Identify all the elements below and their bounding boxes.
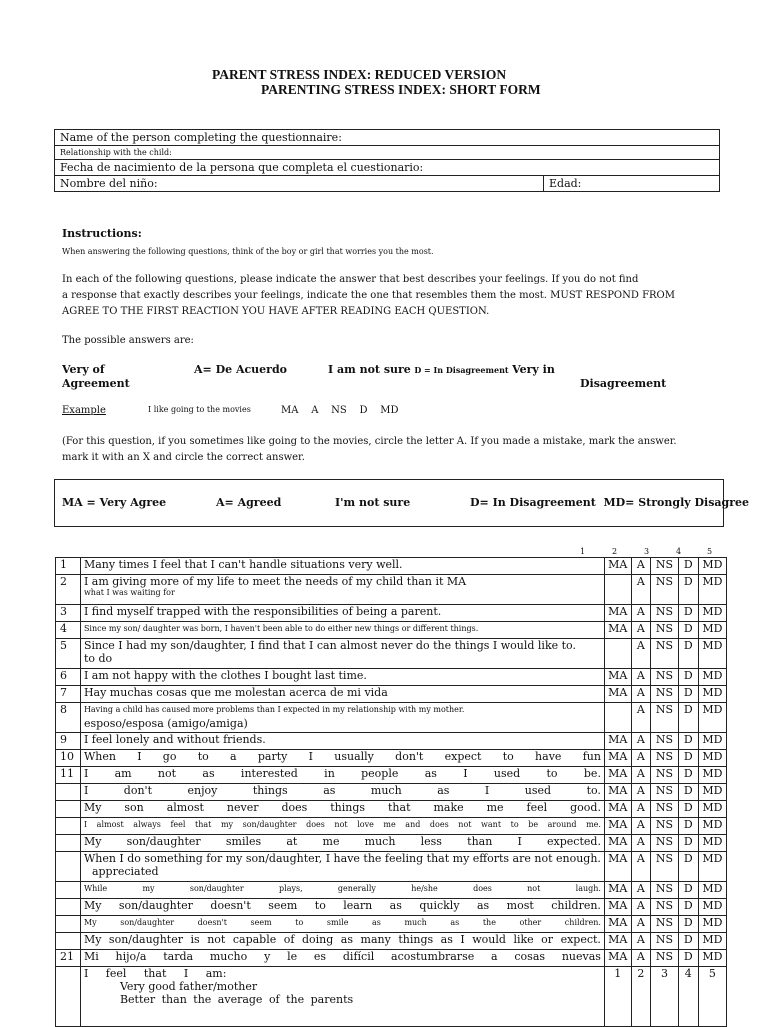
question-text-cell: [80, 669, 604, 686]
option-ns[interactable]: NS: [651, 575, 679, 605]
last-item-scale-2[interactable]: 2: [631, 967, 651, 1027]
legend-not-sure: I am not sure: [328, 363, 411, 376]
question-text-cell: [80, 933, 604, 950]
option-md[interactable]: MD: [698, 916, 726, 933]
question-text-cell: [80, 899, 604, 916]
question-row: [56, 686, 727, 703]
last-item-scale-3[interactable]: 3: [651, 967, 679, 1027]
option-ma[interactable]: MA: [604, 605, 631, 622]
question-row: [56, 835, 727, 852]
question-text-cell: [80, 801, 604, 818]
question-text: My son/daughter doesn't seem to learn as quickly as most children.: [83, 899, 601, 912]
example-option-ns: NS: [331, 405, 347, 416]
option-a[interactable]: A: [631, 639, 651, 669]
question-text-cell: [80, 835, 604, 852]
instructions-line: When answering the following questions, think of the boy or girl that worries you the most.: [62, 247, 434, 256]
scale-3: 3: [644, 547, 650, 556]
example-options: [281, 405, 398, 416]
option-a[interactable]: A: [631, 950, 651, 967]
option-ma[interactable]: MA: [604, 916, 631, 933]
key-d-md: [470, 496, 749, 509]
option-a[interactable]: A: [631, 767, 651, 784]
option-ma[interactable]: MA: [604, 733, 631, 750]
question-number: [56, 784, 81, 801]
question-text: Hay muchas cosas que me molestan acerca de mi vida: [83, 686, 388, 699]
last-item-scale-5[interactable]: 5: [698, 967, 726, 1027]
question-text: I feel lonely and without friends.: [83, 733, 266, 746]
option-ma[interactable]: MA: [604, 933, 631, 950]
question-row: [56, 605, 727, 622]
option-d[interactable]: D: [678, 639, 698, 669]
option-ns[interactable]: NS: [651, 852, 679, 882]
option-a[interactable]: A: [631, 686, 651, 703]
option-md[interactable]: MD: [698, 899, 726, 916]
option-md[interactable]: MD: [698, 703, 726, 733]
question-text: My son almost never does things that make me feel good.: [83, 801, 601, 814]
option-ma[interactable]: MA: [604, 784, 631, 801]
question-number: [56, 916, 81, 933]
option-md[interactable]: MD: [698, 835, 726, 852]
question-row: [56, 916, 727, 933]
option-a[interactable]: A: [631, 801, 651, 818]
option-d[interactable]: D: [678, 852, 698, 882]
child-name-label: Nombre del niño:: [55, 176, 544, 192]
option-ma[interactable]: MA: [604, 882, 631, 899]
option-ma[interactable]: MA: [604, 622, 631, 639]
option-ns[interactable]: NS: [651, 558, 679, 575]
option-d[interactable]: D: [678, 801, 698, 818]
question-number: [56, 801, 81, 818]
option-a[interactable]: A: [631, 933, 651, 950]
option-ma[interactable]: MA: [604, 801, 631, 818]
legend-disagree: D = In Disagreement: [414, 365, 509, 375]
example-option-d: D: [359, 405, 368, 416]
scale-numbers: [0, 547, 768, 557]
question-row: [56, 703, 727, 733]
question-text-cell: [80, 605, 604, 622]
question-text: I am not happy with the clothes I bought last time.: [83, 669, 367, 682]
legend-not-sure-line: [328, 363, 555, 376]
question-subtext: what I was waiting for: [83, 588, 175, 597]
question-number: [56, 852, 81, 882]
legend-very-in: Very in: [512, 363, 555, 376]
last-item-option-2: Better than the average of the parents: [119, 993, 354, 1006]
legend-very-of: Very of: [62, 363, 105, 376]
possible-answers-label: The possible answers are:: [62, 335, 194, 346]
question-text: When I go to a party I usually don't expect to have fun: [83, 750, 601, 763]
legend-disagreement: Disagreement: [580, 377, 667, 390]
option-a[interactable]: A: [631, 605, 651, 622]
option-a[interactable]: A: [631, 818, 651, 835]
option-d[interactable]: D: [678, 733, 698, 750]
question-text: Many times I feel that I can't handle situations very well.: [83, 558, 403, 571]
key-md: MD= Strongly Disagree: [603, 496, 749, 509]
option-md[interactable]: MD: [698, 767, 726, 784]
option-md[interactable]: MD: [698, 605, 726, 622]
key-ns: I'm not sure: [335, 496, 411, 509]
question-number: 7: [56, 686, 81, 703]
option-ma[interactable]: [604, 575, 631, 605]
example-option-ma: MA: [281, 405, 299, 416]
option-a[interactable]: A: [631, 835, 651, 852]
option-ma[interactable]: MA: [604, 686, 631, 703]
key-ma: MA = Very Agree: [62, 496, 167, 509]
question-row-last: [56, 967, 727, 1027]
option-md[interactable]: MD: [698, 852, 726, 882]
question-text-cell: [80, 575, 604, 605]
question-row: [56, 950, 727, 967]
option-d[interactable]: D: [678, 703, 698, 733]
question-text-cell: [80, 622, 604, 639]
option-d[interactable]: D: [678, 933, 698, 950]
question-text-cell: [80, 967, 604, 1027]
key-d: D= In Disagreement: [470, 496, 596, 509]
question-number: [56, 933, 81, 950]
option-d[interactable]: D: [678, 899, 698, 916]
option-ns[interactable]: NS: [651, 784, 679, 801]
option-a[interactable]: A: [631, 733, 651, 750]
option-ns[interactable]: NS: [651, 669, 679, 686]
scale-1: 1: [580, 547, 586, 556]
question-row: [56, 575, 727, 605]
last-item-scale-4[interactable]: 4: [678, 967, 698, 1027]
question-text-cell: [80, 882, 604, 899]
question-number: 21: [56, 950, 81, 967]
question-text-cell: [80, 916, 604, 933]
option-ma[interactable]: MA: [604, 669, 631, 686]
example-label: Example: [62, 405, 106, 416]
dob-label: Fecha de nacimiento de la persona que completa el cuestionario:: [55, 160, 720, 176]
question-row: [56, 784, 727, 801]
question-number: 3: [56, 605, 81, 622]
name-label: Name of the person completing the questionnaire:: [55, 130, 720, 146]
question-text: Having a child has caused more problems than I expected in my relationship with my mother.: [83, 705, 465, 714]
option-d[interactable]: D: [678, 784, 698, 801]
question-number: 11: [56, 767, 81, 784]
last-item-option-1: Very good father/mother: [119, 980, 258, 993]
instructions-para-line-2: a response that exactly describes your feelings, indicate the one that resembles them the most. MUST RESPOND FROM: [62, 290, 675, 301]
option-d[interactable]: D: [678, 750, 698, 767]
option-md[interactable]: MD: [698, 950, 726, 967]
question-number: 8: [56, 703, 81, 733]
question-number: [56, 882, 81, 899]
question-number: [56, 835, 81, 852]
question-text-cell: [80, 784, 604, 801]
option-ma[interactable]: MA: [604, 818, 631, 835]
example-option-a: A: [311, 405, 319, 416]
questions-table: [55, 557, 727, 1027]
question-text-cell: [80, 852, 604, 882]
option-ns[interactable]: NS: [651, 767, 679, 784]
option-a[interactable]: A: [631, 882, 651, 899]
question-text: Since I had my son/daughter, I find that I can almost never do the things I would like to.: [83, 639, 576, 652]
question-number: [56, 899, 81, 916]
question-text: My son/daughter is not capable of doing as many things as I would like or expect.: [83, 933, 601, 946]
option-a[interactable]: A: [631, 622, 651, 639]
option-md[interactable]: MD: [698, 784, 726, 801]
option-ns[interactable]: NS: [651, 882, 679, 899]
question-text: I almost always feel that my son/daughter does not love me and does not want to be around me.: [83, 820, 601, 829]
title-line-2: PARENTING STRESS INDEX: SHORT FORM: [261, 82, 541, 97]
example-option-md: MD: [380, 405, 399, 416]
option-ma[interactable]: MA: [604, 767, 631, 784]
question-number: 10: [56, 750, 81, 767]
question-text-cell: [80, 558, 604, 575]
option-d[interactable]: D: [678, 835, 698, 852]
option-ma[interactable]: MA: [604, 558, 631, 575]
question-text: I don't enjoy things as much as I used to.: [83, 784, 601, 797]
legend-agree: A= De Acuerdo: [194, 363, 288, 376]
option-a[interactable]: A: [631, 558, 651, 575]
last-item-text: I feel that I am:: [83, 967, 227, 980]
option-d[interactable]: D: [678, 575, 698, 605]
option-d[interactable]: D: [678, 950, 698, 967]
option-ma[interactable]: MA: [604, 852, 631, 882]
option-d[interactable]: D: [678, 916, 698, 933]
option-a[interactable]: A: [631, 703, 651, 733]
question-row: [56, 933, 727, 950]
question-number: 2: [56, 575, 81, 605]
scale-5: 5: [707, 547, 713, 556]
example-note: [62, 434, 677, 466]
title-line-1: PARENT STRESS INDEX: REDUCED VERSION: [212, 67, 507, 82]
instructions-heading: Instructions:: [62, 227, 142, 240]
option-md[interactable]: MD: [698, 686, 726, 703]
question-row: [56, 767, 727, 784]
question-row: [56, 852, 727, 882]
question-number: 1: [56, 558, 81, 575]
option-ns[interactable]: NS: [651, 818, 679, 835]
option-d[interactable]: D: [678, 767, 698, 784]
option-ns[interactable]: NS: [651, 899, 679, 916]
question-number: 6: [56, 669, 81, 686]
question-row: [56, 639, 727, 669]
question-text-cell: [80, 703, 604, 733]
question-text: While my son/daughter plays, generally he/she does not laugh.: [83, 884, 601, 893]
option-ma[interactable]: MA: [604, 950, 631, 967]
option-a[interactable]: A: [631, 750, 651, 767]
option-ma[interactable]: MA: [604, 835, 631, 852]
question-row: [56, 750, 727, 767]
question-number: [56, 967, 81, 1027]
option-ns[interactable]: NS: [651, 605, 679, 622]
instructions-para-line-3: AGREE TO THE FIRST REACTION YOU HAVE AFTER READING EACH QUESTION.: [62, 306, 490, 317]
question-text-cell: [80, 733, 604, 750]
option-md[interactable]: MD: [698, 575, 726, 605]
option-ns[interactable]: NS: [651, 703, 679, 733]
question-text: Mi hijo/a tarda mucho y le es difícil acostumbrarse a cosas nuevas: [83, 950, 601, 963]
question-number: 5: [56, 639, 81, 669]
option-ns[interactable]: NS: [651, 950, 679, 967]
question-text: I am not as interested in people as I used to be.: [83, 767, 601, 780]
option-d[interactable]: D: [678, 605, 698, 622]
scale-4: 4: [676, 547, 682, 556]
question-text-cell: [80, 639, 604, 669]
option-ma[interactable]: MA: [604, 750, 631, 767]
option-md[interactable]: MD: [698, 750, 726, 767]
question-text: Since my son/ daughter was born, I haven't been able to do either new things or different things.: [83, 624, 479, 633]
option-d[interactable]: D: [678, 882, 698, 899]
option-md[interactable]: MD: [698, 669, 726, 686]
option-md[interactable]: MD: [698, 818, 726, 835]
question-continuation: esposo/esposa (amigo/amiga): [83, 717, 248, 730]
question-text-cell: [80, 686, 604, 703]
scale-2: 2: [612, 547, 618, 556]
option-a[interactable]: A: [631, 852, 651, 882]
option-ns[interactable]: NS: [651, 622, 679, 639]
key-a: A= Agreed: [216, 496, 282, 509]
age-label: Edad:: [544, 176, 720, 192]
option-md[interactable]: MD: [698, 733, 726, 750]
option-md[interactable]: MD: [698, 622, 726, 639]
option-a[interactable]: A: [631, 784, 651, 801]
question-row: [56, 899, 727, 916]
option-ns[interactable]: NS: [651, 639, 679, 669]
question-continuation: to do: [83, 652, 113, 665]
option-md[interactable]: MD: [698, 558, 726, 575]
option-ns[interactable]: NS: [651, 916, 679, 933]
question-continuation: appreciated: [91, 865, 159, 878]
option-md[interactable]: MD: [698, 639, 726, 669]
option-a[interactable]: A: [631, 669, 651, 686]
option-ns[interactable]: NS: [651, 801, 679, 818]
question-text-cell: [80, 950, 604, 967]
option-ns[interactable]: NS: [651, 686, 679, 703]
question-row: [56, 669, 727, 686]
option-ns[interactable]: NS: [651, 733, 679, 750]
option-d[interactable]: D: [678, 558, 698, 575]
question-row: [56, 622, 727, 639]
option-a[interactable]: A: [631, 916, 651, 933]
question-row: [56, 818, 727, 835]
question-row: [56, 733, 727, 750]
option-d[interactable]: D: [678, 622, 698, 639]
question-row: [56, 558, 727, 575]
option-d[interactable]: D: [678, 669, 698, 686]
last-item-scale-1[interactable]: 1: [604, 967, 631, 1027]
legend-agreement: Agreement: [62, 377, 130, 390]
question-text: I find myself trapped with the responsibilities of being a parent.: [83, 605, 442, 618]
example-note-line-1: (For this question, if you sometimes like going to the movies, circle the letter A. If you made a mistake, mark the answer.: [62, 436, 677, 447]
instructions-paragraph: [62, 272, 702, 320]
option-d[interactable]: D: [678, 818, 698, 835]
question-text-cell: [80, 818, 604, 835]
question-text: My son/daughter smiles at me much less than I expected.: [83, 835, 601, 848]
option-ns[interactable]: NS: [651, 933, 679, 950]
question-number: 9: [56, 733, 81, 750]
example-note-line-2: mark it with an X and circle the correct answer.: [62, 452, 305, 463]
question-text: I am giving more of my life to meet the needs of my child than it MA: [83, 575, 467, 588]
option-a[interactable]: A: [631, 899, 651, 916]
question-number: [56, 818, 81, 835]
question-text-cell: [80, 750, 604, 767]
option-ns[interactable]: NS: [651, 835, 679, 852]
option-ma[interactable]: [604, 639, 631, 669]
instructions-para-line-1: In each of the following questions, please indicate the answer that best describes your feelings. If you do not find: [62, 274, 639, 285]
option-md[interactable]: MD: [698, 933, 726, 950]
option-ma[interactable]: MA: [604, 899, 631, 916]
option-ma[interactable]: [604, 703, 631, 733]
question-row: [56, 882, 727, 899]
respondent-info-table: [54, 129, 720, 192]
option-ns[interactable]: NS: [651, 750, 679, 767]
option-md[interactable]: MD: [698, 882, 726, 899]
example-text: I like going to the movies: [148, 405, 251, 414]
option-md[interactable]: MD: [698, 801, 726, 818]
question-number: 4: [56, 622, 81, 639]
question-text: My son/daughter doesn't seem to smile as much as the other children.: [83, 918, 601, 927]
question-row: [56, 801, 727, 818]
question-text: When I do something for my son/daughter, I have the feeling that my efforts are not enough.: [83, 852, 601, 865]
question-text-cell: [80, 767, 604, 784]
option-a[interactable]: A: [631, 575, 651, 605]
relationship-label: Relationship with the child:: [55, 146, 720, 160]
option-d[interactable]: D: [678, 686, 698, 703]
